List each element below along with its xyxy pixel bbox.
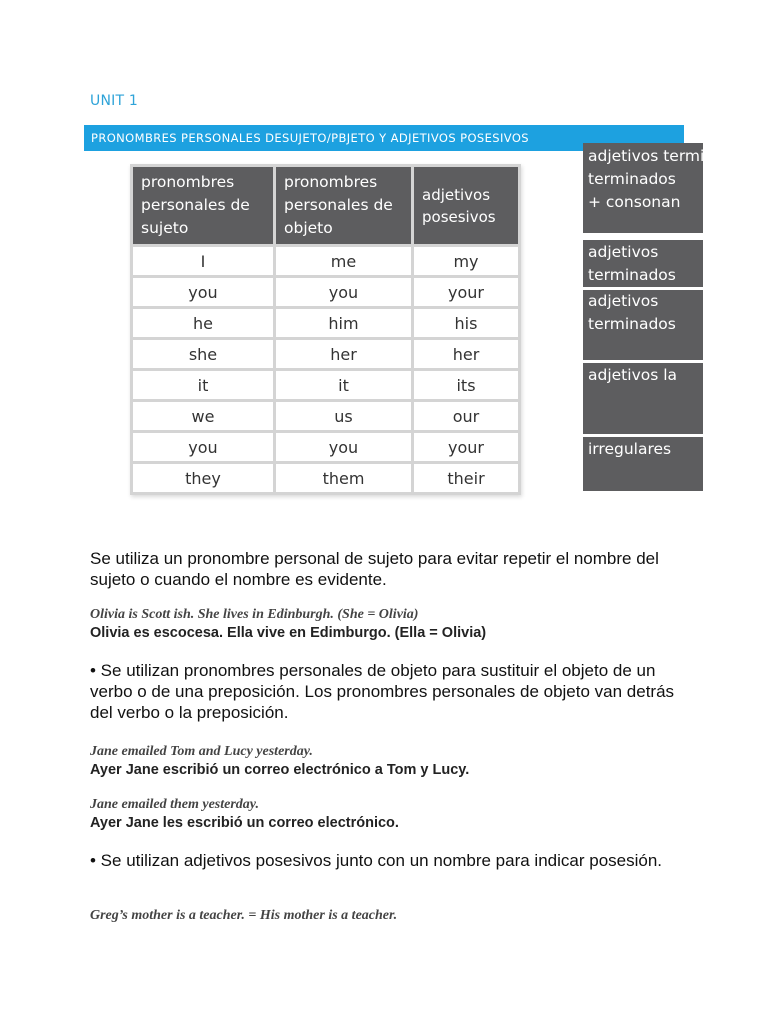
- example-english-2: Jane emailed Tom and Lucy yesterday.: [90, 744, 313, 759]
- table-cell: you: [276, 278, 411, 306]
- unit-title: UNIT 1: [90, 93, 138, 109]
- table-cell: his: [414, 309, 518, 337]
- table-cell: their: [414, 464, 518, 492]
- table-cell: me: [276, 247, 411, 275]
- table-cell: your: [414, 433, 518, 461]
- pronoun-table: [130, 164, 521, 495]
- table-cell: we: [133, 402, 273, 430]
- side-box-largos: adjetivos la: [583, 363, 703, 434]
- table-cell: it: [276, 371, 411, 399]
- table-cell: he: [133, 309, 273, 337]
- table-cell: my: [414, 247, 518, 275]
- side-box-terminados-2: adjetivos terminados: [583, 290, 703, 360]
- table-row: [133, 464, 518, 492]
- side-box-terminados-consonante: adjetivos terminados terminados + consonan: [583, 143, 703, 233]
- side-box-irregulares: irregulares: [583, 437, 703, 491]
- table-row: [133, 433, 518, 461]
- example-english-4: Greg’s mother is a teacher. = His mother is a teacher.: [90, 908, 398, 923]
- example-english-3: Jane emailed them yesterday.: [90, 797, 259, 812]
- section-banner: PRONOMBRES PERSONALES DESUJETO/PBJETO Y ADJETIVOS POSESIVOS: [84, 125, 684, 151]
- side-box-terminados-1: adjetivos terminados: [583, 240, 703, 287]
- header-subject-pronouns: pronombres personales de sujeto: [133, 167, 273, 244]
- paragraph-subject-pronouns: Se utiliza un pronombre personal de sujeto para evitar repetir el nombre del sujeto o cuando el nombre es evidente.: [90, 549, 659, 589]
- header-possessive-adjectives: adjetivos posesivos: [414, 167, 518, 244]
- table-row: [133, 402, 518, 430]
- adjective-rules-column: [583, 147, 752, 493]
- table-cell: its: [414, 371, 518, 399]
- example-spanish-2: Ayer Jane escribió un correo electrónico a Tom y Lucy.: [90, 762, 470, 778]
- header-object-pronouns: pronombres personales de objeto: [276, 167, 411, 244]
- table-cell: her: [414, 340, 518, 368]
- example-english-1: Olivia is Scott ish. She lives in Edinburgh. (She = Olivia): [90, 607, 419, 622]
- table-row: [133, 278, 518, 306]
- table-cell: our: [414, 402, 518, 430]
- table-row: [133, 371, 518, 399]
- table-cell: her: [276, 340, 411, 368]
- table-cell: it: [133, 371, 273, 399]
- table-row: [133, 309, 518, 337]
- table-cell: she: [133, 340, 273, 368]
- table-cell: them: [276, 464, 411, 492]
- table-cell: you: [133, 278, 273, 306]
- table-cell: they: [133, 464, 273, 492]
- paragraph-possessive-adjectives: • Se utilizan adjetivos posesivos junto con un nombre para indicar posesión.: [90, 851, 663, 870]
- table-cell: you: [276, 433, 411, 461]
- table-cell: your: [414, 278, 518, 306]
- table-header-row: [133, 167, 518, 244]
- table-row: [133, 340, 518, 368]
- table-cell: you: [133, 433, 273, 461]
- table-cell: I: [133, 247, 273, 275]
- example-spanish-3: Ayer Jane les escribió un correo electrónico.: [90, 815, 399, 831]
- paragraph-object-pronouns: • Se utilizan pronombres personales de objeto para sustituir el objeto de un verbo o de una preposición. Los pronombres personales de objeto van detrás del verbo o la preposición.: [90, 661, 675, 722]
- table-row: [133, 247, 518, 275]
- table-cell: him: [276, 309, 411, 337]
- example-spanish-1: Olivia es escocesa. Ella vive en Edimburgo. (Ella = Olivia): [90, 625, 487, 641]
- table-cell: us: [276, 402, 411, 430]
